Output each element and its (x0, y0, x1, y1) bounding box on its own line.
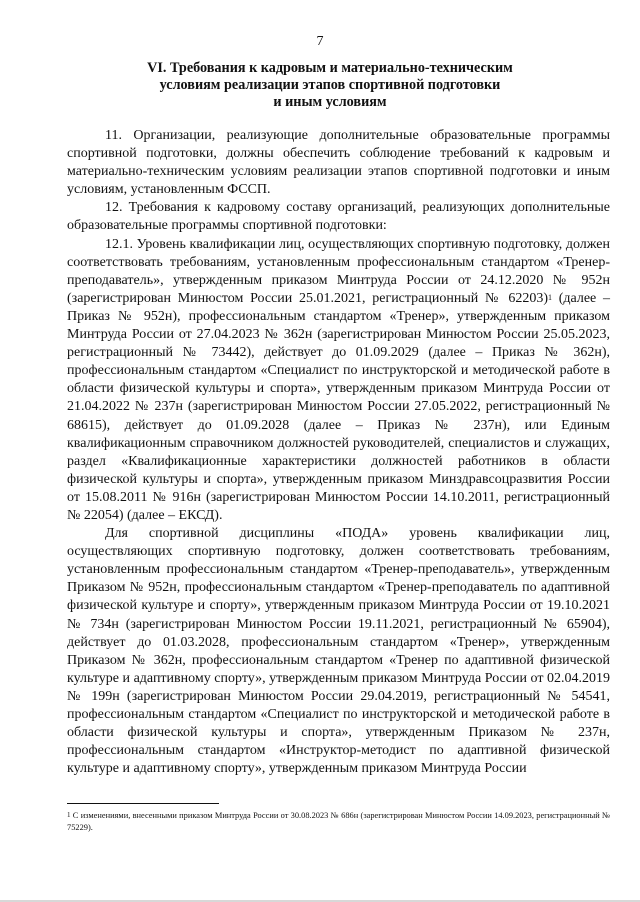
footnote-divider (67, 803, 219, 804)
heading-line-3: и иным условиям (273, 94, 387, 110)
footnote-text: С изменениями, внесенными приказом Минтруда России от 30.08.2023 № 686н (зарегистрирован Минюстом России 14.09.2023, регистрационный № 75229). (67, 811, 610, 832)
footnote-reference: 1 (547, 292, 552, 302)
section-heading (60, 60, 600, 111)
document-body (67, 127, 610, 778)
paragraph-11: 11. Организации, реализующие дополнительные образовательные программы спортивной подготовки, должны обеспечить соблюдение требований к кадровым и материально-техническим условиям реализации этапов спортивной подготовки и иным условиям, установленным ФССП. (67, 128, 610, 198)
heading-line-2: условиям реализации этапов спортивной подготовки (159, 77, 501, 93)
paragraph-12-1 (67, 236, 610, 526)
footnote (67, 810, 610, 834)
paragraph-poda: Для спортивной дисциплины «ПОДА» уровень квалификации лиц, осуществляющих спортивную подготовку, должен соответствовать требованиям, установленным профессиональным стандартом «Тренер-преподаватель», утвержденным Приказом № 952н, профессиональным стандартом «Тренер-преподаватель по адаптивной физической культуре и спорту», утвержденным приказом Минтруда России от 19.10.2021 № 734н (зарегистрирован Минюстом России 19.11.2021, регистрационный № 65904), действует до 01.03.2028, профессиональным стандартом «Тренер», утвержденным Приказом № 362н, профессиональным стандартом «Тренер по адаптивной физической культуре и адаптивному спорту», утвержденным приказом Минтруда России от 02.04.2019 № 199н (зарегистрирован Минюстом России 29.04.2019, регистрационный № 54541, профессиональным стандартом «Специалист по инструкторской и методической работе в области физической культуры и спорта», утвержденным Приказом № 237н, профессиональным стандартом «Инструктор-методист по адаптивной физической культуре и адаптивному спорту», утвержденным приказом Минтруда России (67, 526, 610, 777)
footnote-marker: 1 (67, 811, 71, 819)
paragraph-12-1-part-b: (далее – Приказ № 952н), профессиональным стандартом «Тренер», утвержденным приказом Минтруда России от 27.04.2023 № 362н (зарегистрирован Минюстом России 25.05.2023, регистрационный № 73442), действует до 01.09.2029 (далее – Приказ № 362н), профессиональным стандартом «Специалист по инструкторской и методической работе в области физической культуры и спорта», утвержденным приказом Минтруда России от 21.04.2022 № 237н (зарегистрирован Минюстом России 27.05.2022, регистрационный № 68615), действует до 01.09.2028 (далее – Приказ № 237н), или Единым квалификационным справочником должностей руководителей, специалистов и служащих, раздел «Квалификационные характеристики должностей работников в области физической культуры и спорта», утвержденным приказом Минздравсоцразвития России от 15.08.2011 № 916н (зарегистрирован Минюстом России 14.10.2011, регистрационный № 22054) (далее – ЕКСД). (67, 290, 610, 523)
paragraph-12-1-part-a: 12.1. Уровень квалификации лиц, осуществляющих спортивную подготовку, должен соответствовать требованиям, установленным профессиональным стандартом «Тренер-преподаватель», утвержденным приказом Минтруда России от 24.12.2020 № 952н (зарегистрирован Минюстом России 25.01.2021, регистрационный № 62203) (67, 236, 610, 306)
paragraph-12: 12. Требования к кадровому составу организаций, реализующих дополнительные образовательные программы спортивной подготовки: (67, 200, 610, 234)
page-number: 7 (316, 34, 324, 49)
heading-line-1: VI. Требования к кадровым и материально-техническим (147, 60, 513, 76)
